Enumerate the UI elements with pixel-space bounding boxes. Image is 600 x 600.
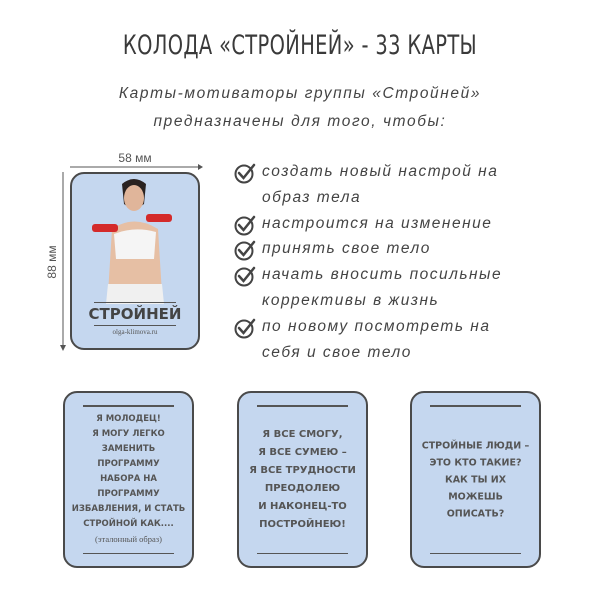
- subtitle-line-2: предназначены для того, чтобы:: [153, 113, 447, 130]
- sample-card-2: [237, 391, 368, 568]
- checklist-item-3-line-1: принять свое тело: [262, 240, 431, 258]
- checklist-item-5-line-1: по новому посмотреть на: [262, 317, 491, 335]
- cover-brand: СТРОЙНЕЙ: [88, 305, 182, 323]
- check-circle-icon: [234, 265, 256, 287]
- sample-card-3: [410, 391, 541, 568]
- check-circle-icon: [234, 317, 256, 339]
- page-title: КОЛОДА «СТРОЙНЕЙ» - 33 КАРТЫ: [122, 30, 478, 61]
- checklist-item-2-line-1: настроится на изменение: [262, 214, 493, 232]
- card-1-note: (эталонный образ): [95, 533, 162, 544]
- check-circle-icon: [234, 214, 256, 236]
- width-label: 58 мм: [118, 151, 152, 165]
- check-circle-icon: [234, 239, 256, 261]
- card-3-text: СТРОЙНЫЕ ЛЮДИ – ЭТО КТО ТАКИЕ? КАК ТЫ ИХ МОЖЕШЬ ОПИСАТЬ?: [421, 440, 530, 519]
- woman-photo: [72, 174, 198, 304]
- cover-site: olga-klimova.ru: [112, 328, 158, 336]
- subtitle-line-1: Карты-мотиваторы группы «Стройней»: [118, 85, 482, 102]
- sample-card-1: [63, 391, 194, 568]
- checklist-item-1-line-1: создать новый настрой на: [262, 163, 499, 180]
- card-1-text: Я МОЛОДЕЦ! Я МОГУ ЛЕГКО ЗАМЕНИТЬ ПРОГРАММУ НАБОРА НА ПРОГРАММУ ИЗБАВЛЕНИЯ, И СТАТЬ СТРОЙНОЙ КАК....: [71, 413, 186, 529]
- card-2-text: Я ВСЕ СМОГУ, Я ВСЕ СУМЕЮ – Я ВСЕ ТРУДНОСТИ ПРЕОДОЛЕЮ И НАКОНЕЦ-ТО ПОСТРОЙНЕЮ!: [249, 428, 356, 530]
- checklist-item-5-line-2: себя и свое тело: [262, 343, 412, 361]
- checklist-item-4-line-2: коррективы в жизнь: [262, 292, 440, 309]
- height-label: 88 мм: [45, 245, 59, 279]
- check-circle-icon: [234, 162, 256, 184]
- checklist-item-1-line-2: образ тела: [262, 188, 362, 206]
- cover-card: [70, 172, 200, 350]
- checklist-item-4-line-1: начать вносить посильные: [262, 266, 503, 284]
